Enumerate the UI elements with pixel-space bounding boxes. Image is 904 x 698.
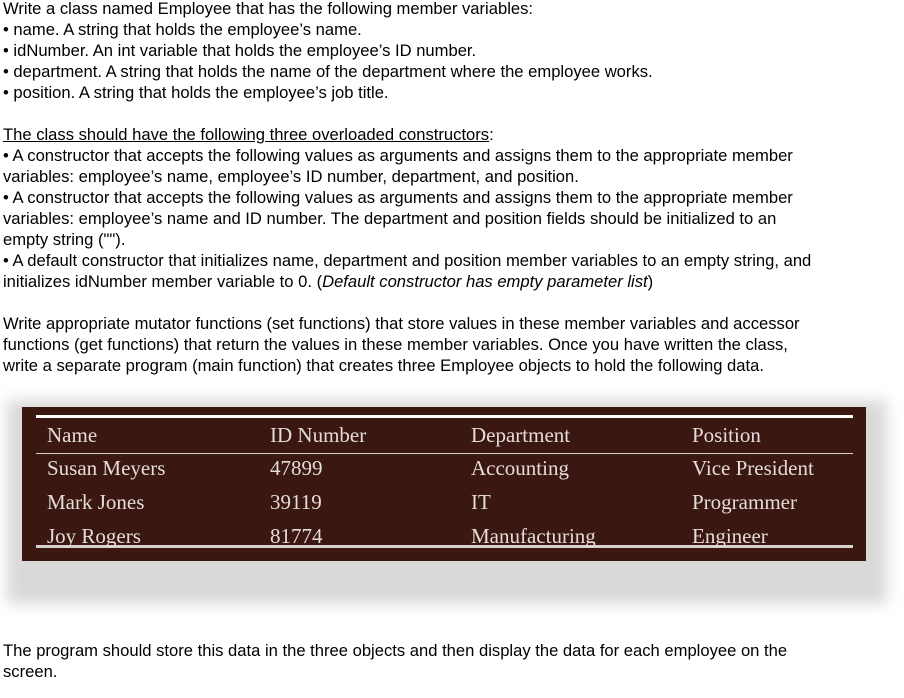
- constructor-2-line: variables: employee’s name and ID number. The department and position fields should be initialized to an: [3, 209, 777, 228]
- member-item: • position. A string that holds the employee’s job title.: [3, 83, 389, 102]
- row-2-id: 39119: [270, 490, 322, 514]
- member-item: • department. A string that holds the name of the department where the employee works.: [3, 62, 653, 81]
- row-2-position: Programmer: [692, 490, 797, 514]
- closing-paragraph: [3, 640, 899, 682]
- instructions-paragraph: [3, 313, 899, 376]
- constructor-1-line: variables: employee’s name, employee’s ID number, department, and position.: [3, 167, 579, 186]
- assignment-text: [3, 0, 899, 376]
- row-1-position: Vice President: [692, 456, 814, 480]
- table-header-rule: [36, 453, 853, 454]
- row-1-name: Susan Meyers: [47, 456, 166, 480]
- header-department: Department: [471, 423, 571, 447]
- constructor-3-line: • A default constructor that initializes name, department and position member variables to an empty string, and: [3, 251, 812, 270]
- constructor-1-line: • A constructor that accepts the following values as arguments and assigns them to the appropriate member: [3, 146, 793, 165]
- row-3-name: Joy Rogers: [47, 524, 141, 548]
- row-3-position: Engineer: [692, 524, 768, 548]
- default-constructor-note: Default constructor has empty parameter list: [322, 272, 648, 291]
- constructor-2-line: • A constructor that accepts the following values as arguments and assigns them to the appropriate member: [3, 188, 793, 207]
- constructor-3-line: initializes idNumber member variable to 0. (Default constructor has empty parameter list): [3, 272, 654, 291]
- row-2-department: IT: [471, 490, 491, 514]
- instructions-line: Write appropriate mutator functions (set functions) that store values in these member variables and accessor: [3, 314, 800, 333]
- constructor-list: [3, 145, 899, 292]
- closing-line: The program should store this data in the three objects and then display the data for each employee on the: [3, 641, 788, 660]
- member-item: • idNumber. An int variable that holds the employee’s ID number.: [3, 41, 477, 60]
- instructions-line: functions (get functions) that return the values in these member variables. Once you have written the class,: [3, 335, 788, 354]
- row-3-department: Manufacturing: [471, 524, 596, 548]
- row-1-department: Accounting: [471, 456, 569, 480]
- member-item: • name. A string that holds the employee’s name.: [3, 20, 362, 39]
- constructors-heading-line: The class should have the following three overloaded constructors:: [3, 125, 494, 144]
- employee-table: [22, 407, 866, 561]
- header-position: Position: [692, 423, 761, 447]
- closing-line: screen.: [3, 662, 58, 681]
- row-2-name: Mark Jones: [47, 490, 145, 514]
- constructors-heading: The class should have the following three overloaded constructors: [3, 125, 490, 144]
- row-1-id: 47899: [270, 456, 323, 480]
- header-id-number: ID Number: [270, 423, 367, 447]
- intro-line: Write a class named Employee that has the following member variables:: [3, 0, 534, 18]
- member-list: [3, 19, 899, 103]
- employee-data-figure: [0, 390, 904, 612]
- row-3-id: 81774: [270, 524, 323, 548]
- instructions-line: write a separate program (main function) that creates three Employee objects to hold the following data.: [3, 356, 764, 375]
- constructor-2-line: empty string ("").: [3, 230, 126, 249]
- table-top-rule: [36, 415, 853, 418]
- header-name: Name: [47, 423, 98, 447]
